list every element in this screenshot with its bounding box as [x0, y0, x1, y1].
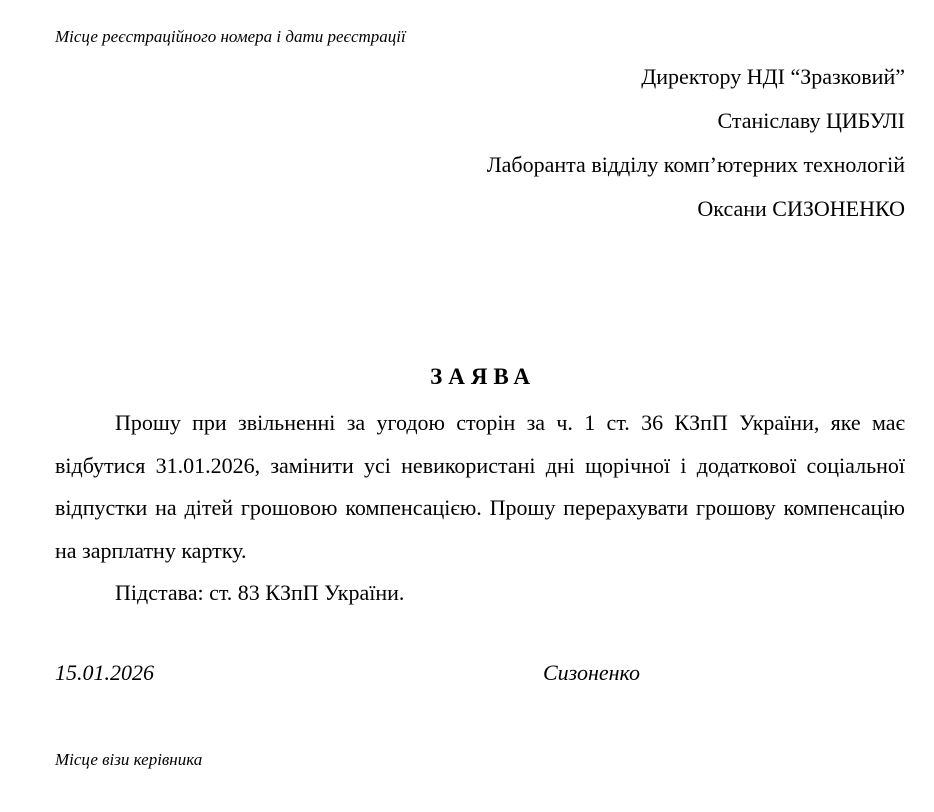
signature-name: Сизоненко [543, 659, 641, 685]
addressee-line-applicant-position: Лаборанта відділу комп’ютерних технологій [486, 152, 905, 177]
addressee-line-recipient-name: Станіславу ЦИБУЛІ [717, 108, 905, 133]
visa-note: Місце візи керівника [55, 749, 203, 769]
addressee-line-applicant-name: Оксани СИЗОНЕНКО [697, 196, 905, 221]
body-paragraph: Прошу при звільненні за угодою сторін за ч. 1 ст. 36 КЗпП України, яке має відбутися 31.01.2026, замінити усі невикористані дні щорічної і додаткової соціальної відпустки на дітей грошовою компенсацією. Прошу перерахувати грошову компенсацію на зарплатну картку. [55, 410, 905, 563]
document-date: 15.01.2026 [55, 659, 154, 685]
registration-note: Місце реєстраційного номера і дати реєстрації [55, 27, 406, 46]
addressee-block [55, 55, 905, 231]
addressee-line-recipient-title: Директору НДІ “Зразковий” [641, 64, 905, 89]
basis-paragraph: Підстава: ст. 83 КЗпП України. [115, 580, 405, 605]
date-signature-row [55, 651, 905, 695]
document-title: ЗАЯВА [430, 364, 536, 389]
